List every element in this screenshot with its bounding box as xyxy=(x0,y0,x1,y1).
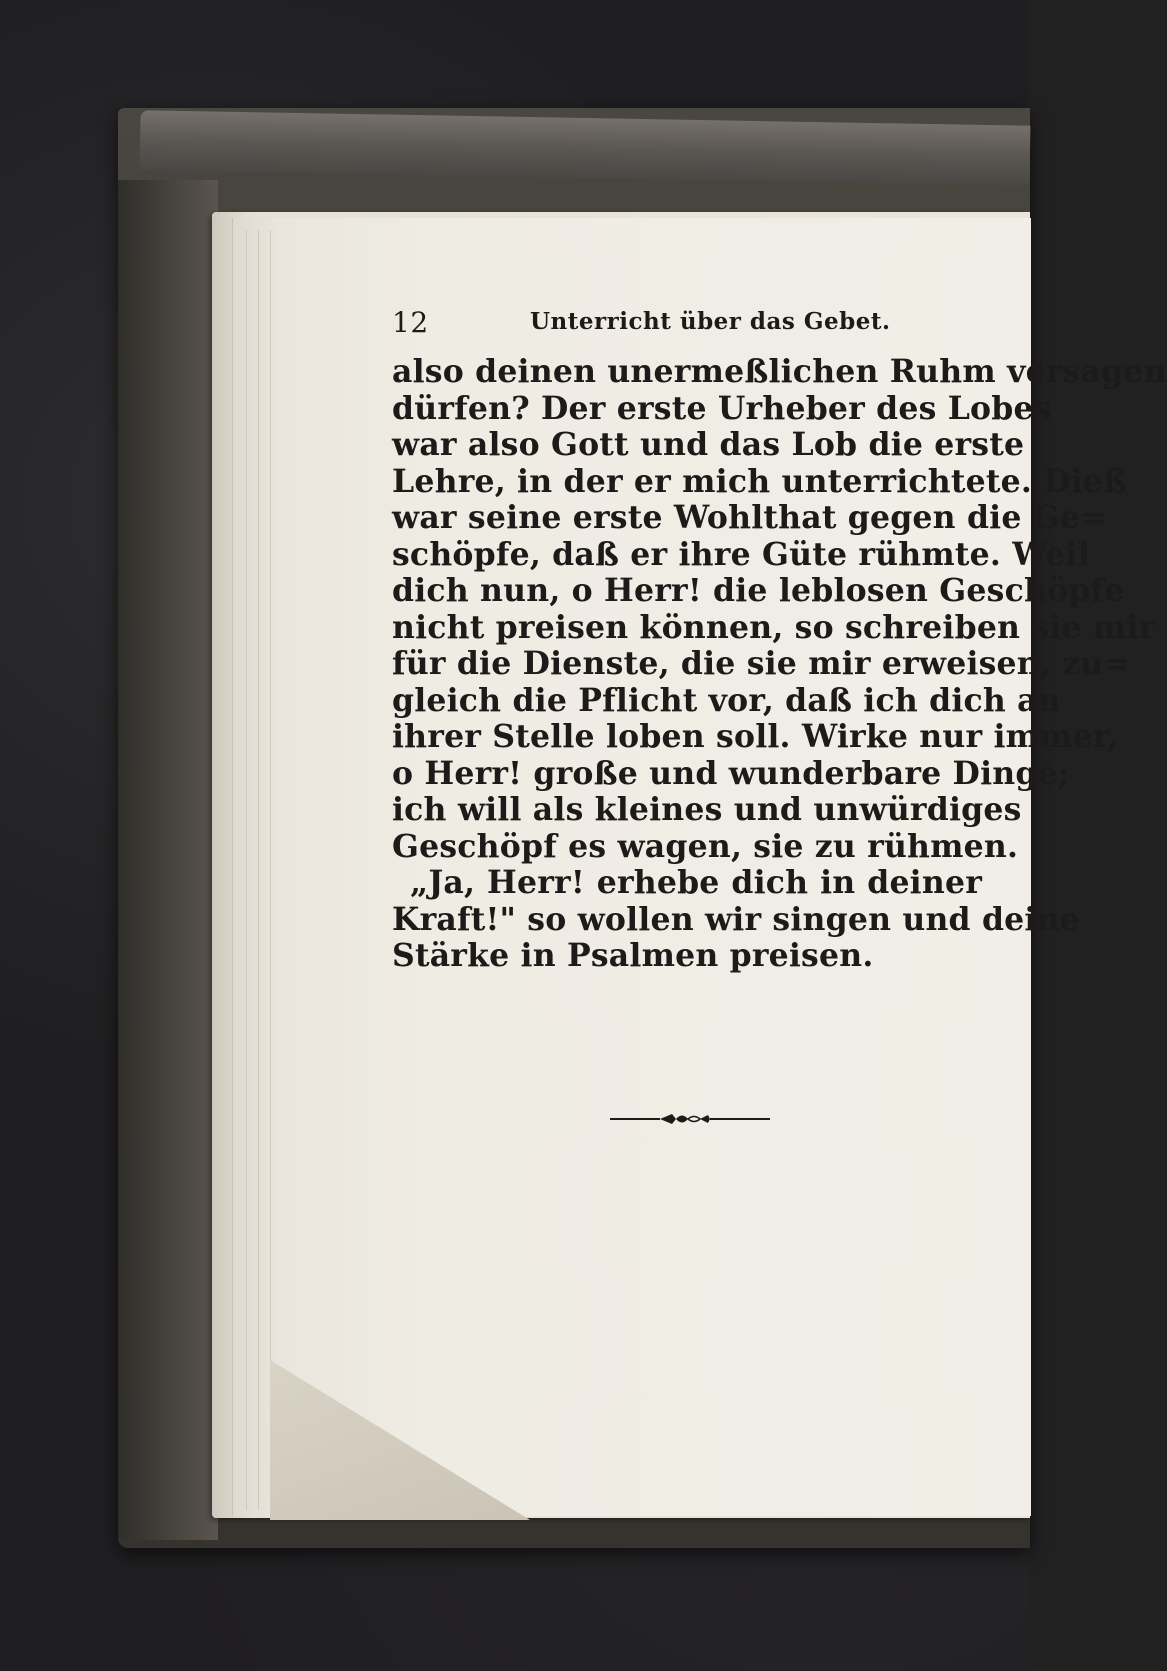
text-line: für die Dienste, die sie mir erweisen, zu= xyxy=(392,645,1131,682)
text-line: Stärke in Psalmen preisen. xyxy=(392,937,874,974)
text-line: ihrer Stelle loben soll. Wirke nur immer, xyxy=(392,718,1119,755)
text-line: also deinen unermeßlichen Ruhm versagen xyxy=(392,353,1167,390)
text-line: „Ja, Herr! erhebe dich in deiner xyxy=(410,864,982,901)
ornament-divider-icon xyxy=(610,1108,770,1130)
text-line: war seine erste Wohlthat gegen die Ge= xyxy=(392,499,1107,536)
text-line: gleich die Pflicht vor, daß ich dich an xyxy=(392,681,1061,719)
text-line: nicht preisen können, so schreiben sie mir xyxy=(392,608,1156,646)
text-line: schöpfe, daß er ihre Güte rühmte. Weil xyxy=(392,535,1090,573)
text-line: war also Gott und das Lob die erste xyxy=(392,426,1025,463)
page-text-block xyxy=(392,300,1167,975)
text-line: dich nun, o Herr! die leblosen Geschöpfe xyxy=(392,572,1125,609)
running-head xyxy=(392,300,982,340)
text-line: dürfen? Der erste Urheber des Lobes xyxy=(392,389,1052,427)
text-line: Lehre, in der er mich unterrichtete. Dieß xyxy=(392,462,1128,500)
page-edge-line xyxy=(258,230,259,1510)
text-line: ich will als kleines und unwürdiges xyxy=(392,791,1022,828)
running-head-title: Unterricht über das Gebet. xyxy=(530,308,891,335)
page-number: 12 xyxy=(392,306,429,339)
text-line: Kraft!" so wollen wir singen und deine xyxy=(392,900,1080,938)
page-edge-line xyxy=(246,230,247,1510)
page-edge-line xyxy=(270,230,271,1510)
text-line: Geschöpf es wagen, sie zu rühmen. xyxy=(392,827,1019,865)
book-spine-edge xyxy=(118,180,218,1540)
text-line: o Herr! große und wunderbare Dinge; xyxy=(392,754,1070,792)
